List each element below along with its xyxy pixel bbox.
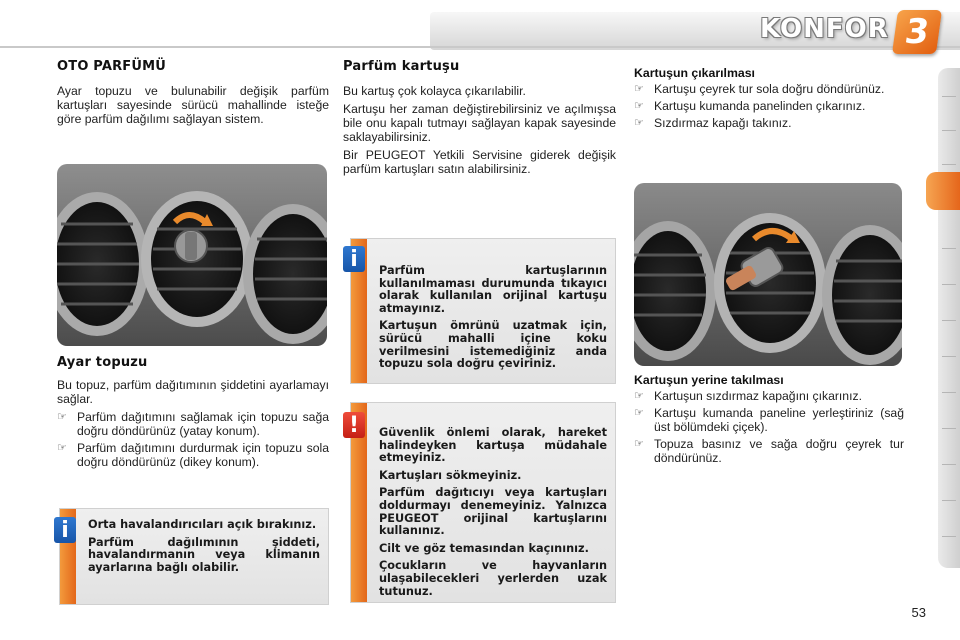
pointing-hand-icon: ☞ xyxy=(634,117,644,129)
tab-divider xyxy=(942,428,956,429)
list-item: ☞ Kartuşun sızdırmaz kapağını çıkarınız. xyxy=(634,389,862,403)
pointing-hand-icon: ☞ xyxy=(634,100,644,112)
pointing-hand-icon: ☞ xyxy=(634,407,644,419)
chapter-tab-active[interactable] xyxy=(926,172,960,210)
column-install-cartridge xyxy=(634,373,904,468)
pointing-hand-icon: ☞ xyxy=(634,438,644,450)
column-cartridge xyxy=(343,60,616,180)
warning-box-content: Güvenlik önlemi olarak, hareket halindeyken kartuşa müdahale etmeyiniz. Kartuşları sökmeyiniz. Parfüm dağıtıcıyı veya kartuşları doldurmayı denemeyiniz. Yalnızca PEUGEOT orijinal kartuşlarını kullanınız. Cilt ve göz temasından kaçınınız. Çocukların ve hayvanların ulaşabilecekleri yerlerden uzak tutunuz. xyxy=(379,426,607,598)
tab-divider xyxy=(942,392,956,393)
header-rule xyxy=(0,46,960,48)
cartridge-removal-photo xyxy=(634,183,902,366)
remove-bullet-list xyxy=(634,82,904,130)
info-icon: i xyxy=(54,517,76,543)
knob-text: Bu topuz, parfüm dağıtımının şiddetini ayarlamayı sağlar. xyxy=(57,378,329,406)
tab-divider xyxy=(942,536,956,537)
tab-divider xyxy=(942,96,956,97)
page-header xyxy=(0,0,960,60)
info-box-content: Orta havalandırıcıları açık bırakınız. Parfüm dağılımının şiddeti, havalandırmanın veya klimanın ayarlarına bağlı olabilir. xyxy=(88,518,320,574)
list-item: ☞ Kartuşu kumanda paneline yerleştiriniz (sağ üst bölümdeki çiçek). xyxy=(634,406,904,434)
tab-divider xyxy=(942,320,956,321)
info-box-ventilation xyxy=(59,508,329,605)
list-item: ☞ Sızdırmaz kapağı takınız. xyxy=(634,116,792,130)
intro-text: Ayar topuzu ve bulunabilir değişik parfüm kartuşları sayesinde sürücü mahallinde isteğe göre parfüm dağılımı sağlayan sistem. xyxy=(57,84,329,126)
knob-section-title: Ayar topuzu xyxy=(57,355,148,370)
list-item: ☞ Parfüm dağıtımını sağlamak için topuzu sağa doğru döndürünüz (yatay konum). xyxy=(57,410,329,438)
pointing-hand-icon: ☞ xyxy=(57,411,67,423)
list-item: ☞ Kartuşu çeyrek tur sola doğru döndürünüz. xyxy=(634,82,885,96)
tab-divider xyxy=(942,130,956,131)
list-item: ☞ Topuza basınız ve sağa doğru çeyrek tur döndürünüz. xyxy=(634,437,904,465)
column-remove-cartridge xyxy=(634,60,904,133)
tab-divider xyxy=(942,248,956,249)
info-box-content: Parfüm kartuşlarının kullanılmaması durumunda tıkayıcı olarak kullanılan orijinal kartuşu atmayınız. Kartuşun ömrünü uzatmak için, sürücü mahalli içine koku verilmesini istemediğiniz anda topuzu sola doğru çeviriniz. xyxy=(379,264,607,371)
warning-box-cartridge xyxy=(350,402,616,603)
knob-bullet-list xyxy=(57,410,329,469)
cartridge-section-title: Parfüm kartuşu xyxy=(343,59,460,74)
warning-icon: ! xyxy=(343,412,365,438)
chapter-number-badge: 3 xyxy=(892,10,942,54)
cartridge-paragraph: Bu kartuş çok kolayca çıkarılabilir. xyxy=(343,84,526,98)
column-knob-section xyxy=(57,356,329,472)
dashboard-knob-photo xyxy=(57,164,327,346)
chapter-tabs xyxy=(930,68,960,568)
tab-divider xyxy=(942,500,956,501)
remove-title: Kartuşun çıkarılması xyxy=(634,66,755,80)
install-bullet-list xyxy=(634,389,904,465)
chapter-title: KONFOR xyxy=(760,14,889,44)
list-item: ☞ Parfüm dağıtımını durdurmak için topuzu sola doğru döndürünüz (dikey konum). xyxy=(57,441,329,469)
cartridge-paragraph: Kartuşu her zaman değiştirebilirsiniz ve açılmışsa bile onu kapalı tutmayı sağlayan kapak sayesinde saklayabilirsiniz. xyxy=(343,102,616,144)
info-box-cartridge xyxy=(350,238,616,384)
pointing-hand-icon: ☞ xyxy=(634,83,644,95)
cartridge-paragraph: Bir PEUGEOT Yetkili Servisine giderek değişik parfüm kartuşları satın alabilirsiniz. xyxy=(343,148,616,176)
tab-divider xyxy=(942,164,956,165)
tab-divider xyxy=(942,464,956,465)
list-item: ☞ Kartuşu kumanda panelinden çıkarınız. xyxy=(634,99,866,113)
chapter-tab-rail xyxy=(938,68,960,568)
pointing-hand-icon: ☞ xyxy=(57,442,67,454)
column-perfume-intro xyxy=(57,60,329,130)
install-title: Kartuşun yerine takılması xyxy=(634,373,784,387)
section-title: OTO PARFÜMÜ xyxy=(57,59,167,74)
tab-divider xyxy=(942,356,956,357)
tab-divider xyxy=(942,284,956,285)
page-number: 53 xyxy=(911,605,926,620)
pointing-hand-icon: ☞ xyxy=(634,390,644,402)
info-icon: i xyxy=(343,246,365,272)
